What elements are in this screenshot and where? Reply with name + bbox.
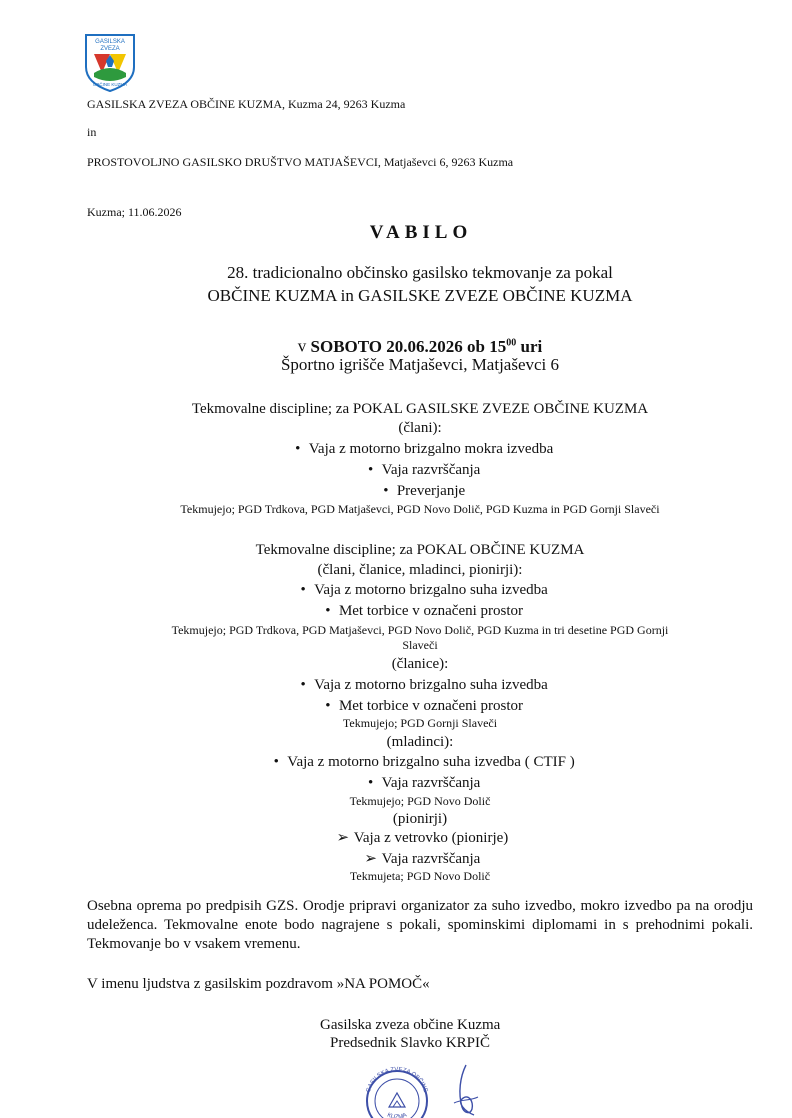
place-date: Kuzma; 11.06.2026 (87, 205, 182, 219)
section1-competitors: Tekmujejo; PGD Trdkova, PGD Matjaševci, PGD Novo Dolič, PGD Kuzma in PGD Gornji Slaveči (180, 502, 660, 516)
handwritten-signature-icon (448, 1063, 482, 1118)
bullet-icon: • (368, 775, 374, 791)
clani-competitors-2: Slaveči (402, 638, 438, 652)
clanice-item-2: • Met torbice v označeni prostor (24, 697, 792, 715)
event-time-sup: 00 (506, 337, 517, 348)
section2-heading: Tekmovalne discipline; za POKAL OBČINE KUZMA (255, 542, 585, 558)
section1-heading: Tekmovalne discipline; za POKAL GASILSKE ZVEZE OBČINE KUZMA (191, 401, 649, 417)
bullet-icon: • (300, 582, 306, 598)
document-title: VABILO (369, 222, 473, 243)
clanice-label: (članice): (391, 656, 449, 672)
intro-line-2: OBČINE KUZMA in GASILSKE ZVEZE OBČINE KUZMA (207, 286, 633, 305)
bullet-icon: • (295, 441, 301, 457)
bullet-icon: • (383, 483, 389, 499)
svg-text:GASILSKA ZVEZA OBČINE (366, 1067, 428, 1093)
stamp-text-bottom: KUZMA (386, 1112, 408, 1118)
arrow-bullet-icon: ➢ (336, 830, 350, 846)
header-line-1: GASILSKA ZVEZA OBČINE KUZMA, Kuzma 24, 9263 Kuzma (87, 97, 406, 111)
event-suffix: uri (520, 336, 543, 356)
section1-category: (člani): (398, 420, 442, 436)
bullet-icon: • (300, 677, 306, 693)
event-prefix: v (297, 336, 307, 356)
section2-categories: (člani, članice, mladinci, pionirji): (317, 562, 523, 578)
arrow-bullet-icon: ➢ (364, 851, 377, 867)
signature-person: Predsednik Slavko KRPIČ (330, 1035, 491, 1051)
mladinci-label: (mladinci): (386, 734, 454, 750)
logo-text-bottom: OBČINE KUZMA (92, 82, 128, 87)
stamp-text-top: GASILSKA ZVEZA OBČINE (365, 1066, 429, 1094)
section1-item-2: • Vaja razvrščanja (24, 461, 792, 479)
event-location: Športno igrišče Matjaševci, Matjaševci 6 (280, 355, 560, 374)
mladinci-item-1: • Vaja z motorno brizgalno suha izvedba ( CTIF ) (24, 753, 792, 771)
bullet-icon: • (325, 698, 331, 714)
clani-competitors-1: Tekmujejo; PGD Trdkova, PGD Matjaševci, PGD Novo Dolič, PGD Kuzma in tri desetine PGD Gornji (171, 623, 669, 637)
svg-text:KUZMA (386, 1112, 408, 1118)
logo-text-top: GASILSKA (95, 39, 125, 45)
pionirji-label: (pionirji) (392, 811, 448, 827)
info-paragraph: Osebna oprema po predpisih GZS. Orodje pripravi organizator za suho izvedbo, mokro izvedbo pa na orodju udeleženca. Tekmovalne enote bodo nagrajene s pokali, spominskimi diplomami in s prehodnimi pokali. Tekmovanje bo v vsakem vremenu. (87, 898, 753, 952)
signature-org: Gasilska zveza občine Kuzma (320, 1017, 501, 1033)
section1-item-1: • Vaja z motorno brizgalno mokra izvedba (24, 440, 792, 458)
intro-line-1: 28. tradicionalno občinsko gasilsko tekmovanje za pokal (227, 263, 613, 282)
clanice-item-1: • Vaja z motorno brizgalno suha izvedba (24, 676, 792, 694)
bullet-icon: • (273, 754, 279, 770)
clanice-competitors: Tekmujejo; PGD Gornji Slaveči (342, 716, 498, 730)
gasilska-zveza-logo-icon (84, 33, 136, 93)
header-line-2: PROSTOVOLJNO GASILSKO DRUŠTVO MATJAŠEVCI, Matjaševci 6, 9263 Kuzma (87, 155, 514, 169)
section1-item-3: • Preverjanje (24, 482, 792, 500)
pionirji-item-2: ➢ Vaja razvrščanja (24, 850, 792, 868)
clani-item-2: • Met torbice v označeni prostor (24, 602, 792, 620)
clani-item-1: • Vaja z motorno brizgalno suha izvedba (24, 581, 792, 599)
pionirji-item-1: ➢ Vaja z vetrovko (pionirje) (24, 829, 792, 847)
event-day-date: SOBOTO 20.06.2026 ob 15 (310, 336, 507, 356)
greeting: V imenu ljudstva z gasilskim pozdravom »NA POMOČ« (87, 976, 430, 992)
mladinci-competitors: Tekmujejo; PGD Novo Dolič (349, 794, 491, 808)
header-conjunction: in (87, 125, 97, 139)
logo-text-mid: ZVEZA (100, 46, 120, 52)
stamp-icon (349, 1061, 445, 1118)
bullet-icon: • (325, 603, 331, 619)
bullet-icon: • (368, 462, 374, 478)
pionirji-competitors: Tekmujeta; PGD Novo Dolič (349, 869, 491, 883)
mladinci-item-2: • Vaja razvrščanja (24, 774, 792, 792)
